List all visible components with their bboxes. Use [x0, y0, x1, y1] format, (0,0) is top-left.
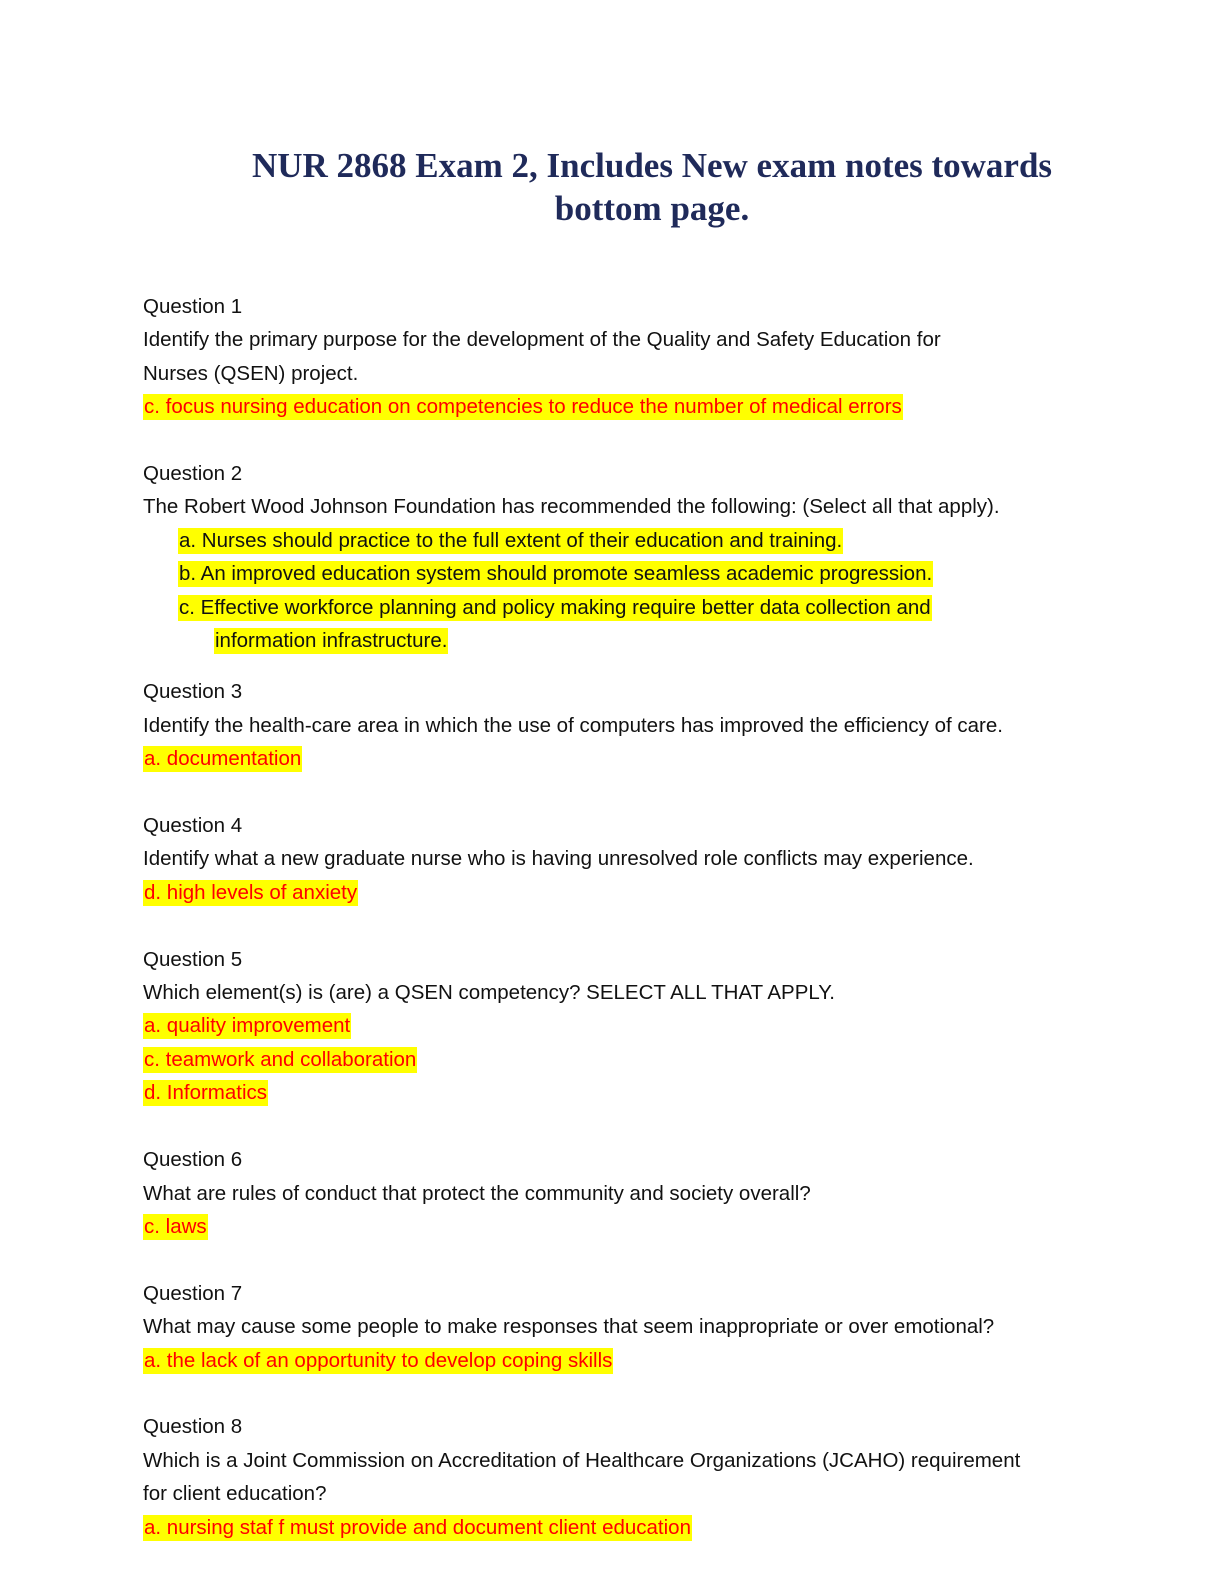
- question-label: Question 7: [143, 1281, 243, 1305]
- answer: c. laws: [144, 1214, 207, 1238]
- answer: a. documentation: [144, 747, 302, 771]
- question-label: Question 5: [143, 947, 243, 971]
- title-line-2: bottom page.: [554, 189, 750, 228]
- answer: b. An improved education system should promote seamless academic progression.: [179, 562, 933, 586]
- question-2: [143, 457, 1143, 657]
- answer: a. the lack of an opportunity to develop coping skills: [144, 1348, 613, 1372]
- answer: d. Informatics: [144, 1081, 268, 1105]
- question-label: Question 3: [143, 680, 243, 704]
- question-text: What are rules of conduct that protect the community and society overall?: [143, 1181, 811, 1205]
- question-label: Question 8: [143, 1415, 243, 1439]
- question-text: Which element(s) is (are) a QSEN competency? SELECT ALL THAT APPLY.: [143, 981, 835, 1005]
- answer: d. high levels of anxiety: [144, 880, 358, 904]
- question-label: Question 1: [143, 295, 243, 318]
- title-line-1: NUR 2868 Exam 2, Includes New exam notes towards: [251, 146, 1053, 185]
- question-label: Question 2: [143, 462, 243, 486]
- question-1: [143, 290, 1143, 424]
- question-3: [143, 675, 1143, 775]
- question-6: [143, 1143, 1143, 1243]
- answer: c. focus nursing education on competencies to reduce the number of medical errors: [144, 395, 902, 419]
- question-text: Identify what a new graduate nurse who is having unresolved role conflicts may experience.: [143, 847, 974, 871]
- question-label: Question 4: [143, 814, 243, 838]
- question-text: Identify the primary purpose for the development of the Quality and Safety Education for: [143, 328, 941, 352]
- question-4: [143, 809, 1143, 909]
- questions-list: [143, 290, 1143, 1577]
- question-text: The Robert Wood Johnson Foundation has recommended the following: (Select all that apply).: [143, 495, 1000, 519]
- question-text: What may cause some people to make responses that seem inappropriate or over emotional?: [143, 1315, 995, 1339]
- question-text-continued: for client education?: [143, 1482, 327, 1506]
- question-5: [143, 943, 1143, 1110]
- question-text-continued: Nurses (QSEN) project.: [143, 361, 359, 385]
- answer: c. teamwork and collaboration: [144, 1047, 417, 1071]
- answer: a. Nurses should practice to the full extent of their education and training.: [179, 528, 843, 552]
- question-text: Which is a Joint Commission on Accreditation of Healthcare Organizations (JCAHO) requirement: [143, 1448, 1021, 1472]
- answer-continued: information infrastructure.: [215, 629, 448, 653]
- answer: a. quality improvement: [144, 1014, 351, 1038]
- answer: c. Effective workforce planning and policy making require better data collection and: [179, 595, 931, 619]
- question-text: Identify the health-care area in which the use of computers has improved the efficiency of care.: [143, 713, 1003, 737]
- answer: a. nursing staf f must provide and document client education: [144, 1515, 691, 1539]
- question-7: [143, 1277, 1143, 1377]
- document-title: [120, 144, 1184, 230]
- question-8: [143, 1410, 1143, 1544]
- question-label: Question 6: [143, 1148, 243, 1172]
